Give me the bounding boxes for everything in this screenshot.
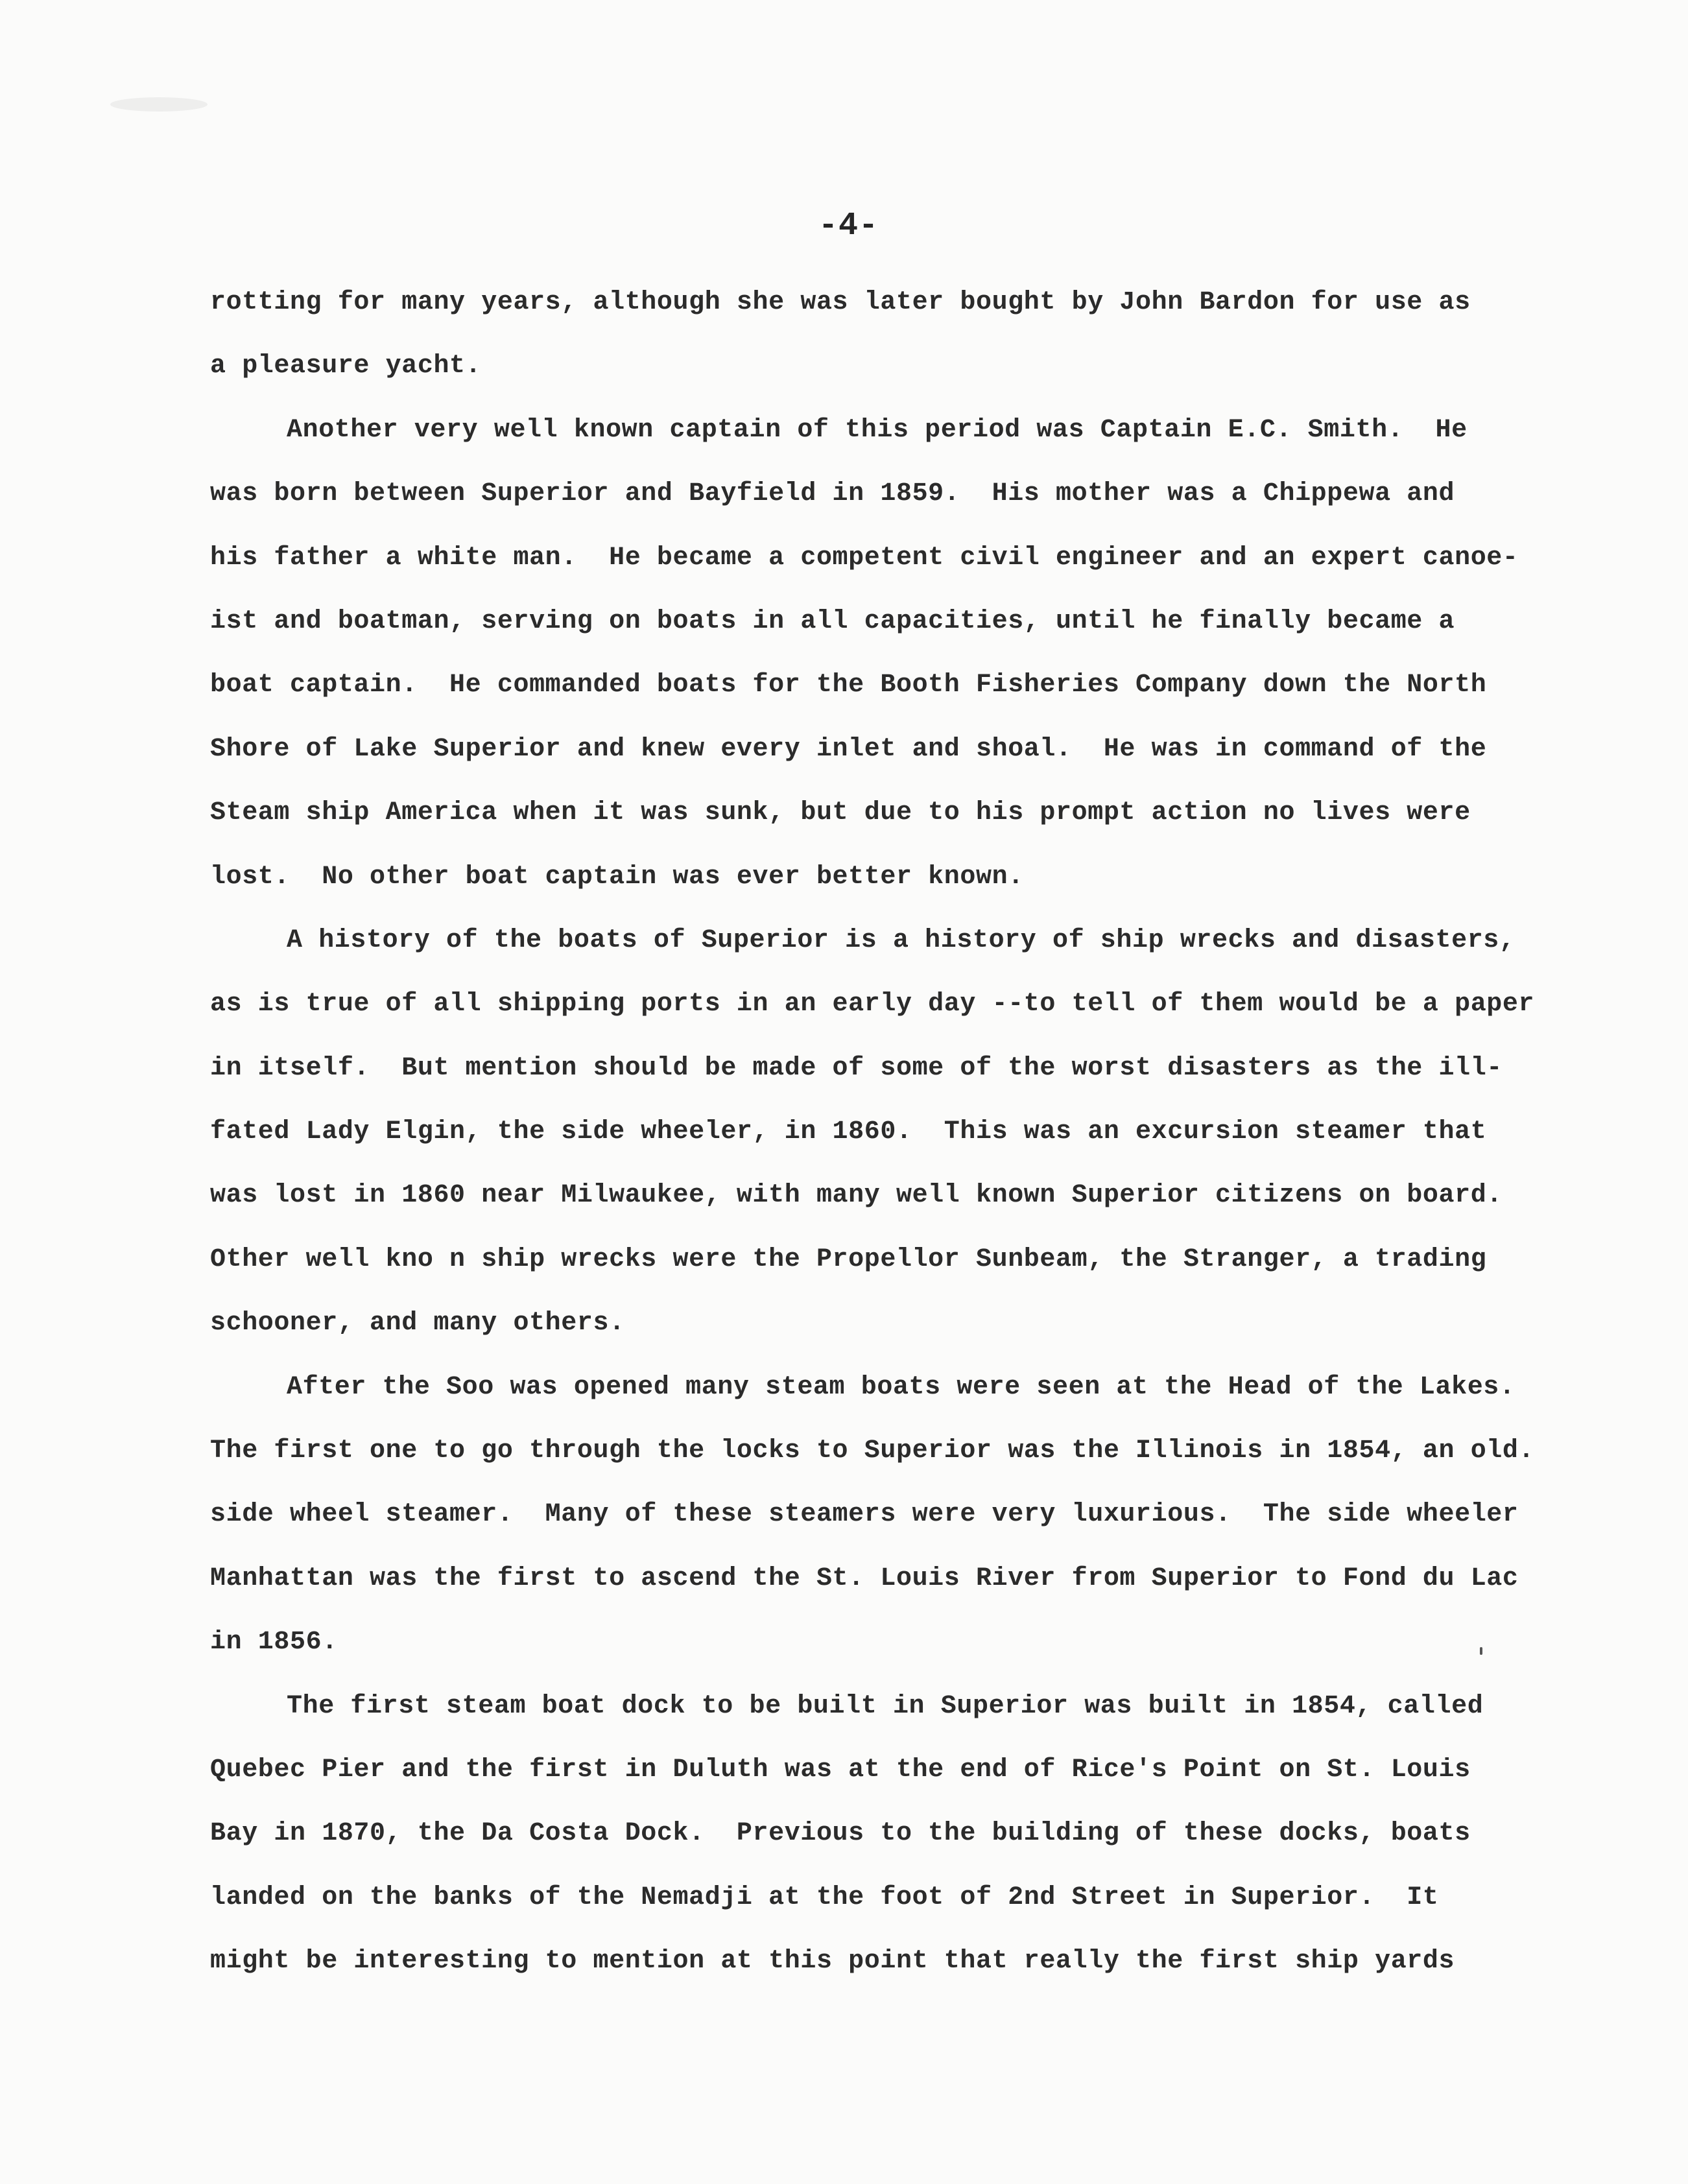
- text-line: landed on the banks of the Nemadji at the foot of 2nd Street in Superior. It: [210, 1882, 1439, 1912]
- text-line: side wheel steamer. Many of these steamers were very luxurious. The side wheeler: [210, 1500, 1519, 1530]
- paper-smudge: [110, 97, 208, 112]
- text-line: Quebec Pier and the first in Duluth was at the end of Rice's Point on St. Louis: [210, 1755, 1471, 1785]
- text-line: fated Lady Elgin, the side wheeler, in 1860. This was an excursion steamer that: [210, 1117, 1487, 1147]
- page-number: -4-: [818, 208, 879, 244]
- text-line: schooner, and many others.: [210, 1309, 625, 1338]
- text-line: Steam ship America when it was sunk, but due to his prompt action no lives were: [210, 798, 1471, 828]
- text-line: as is true of all shipping ports in an early day --to tell of them would be a paper: [210, 990, 1535, 1019]
- text-line: ist and boatman, serving on boats in all capacities, until he finally became a: [210, 606, 1455, 636]
- text-line: After the Soo was opened many steam boats were seen at the Head of the Lakes.: [287, 1372, 1516, 1402]
- text-line: in 1856.: [210, 1628, 338, 1657]
- text-line: Manhattan was the first to ascend the St. Louis River from Superior to Fond du Lac: [210, 1563, 1519, 1593]
- text-line: Bay in 1870, the Da Costa Dock. Previous to the building of these docks, boats: [210, 1819, 1471, 1849]
- text-line: The first steam boat dock to be built in Superior was built in 1854, called: [287, 1691, 1484, 1721]
- text-line: in itself. But mention should be made of some of the worst disasters as the ill-: [210, 1053, 1503, 1083]
- text-line: lost. No other boat captain was ever better known.: [210, 862, 1024, 892]
- text-line: Another very well known captain of this period was Captain E.C. Smith. He: [287, 415, 1468, 445]
- text-line: was born between Superior and Bayfield in 1859. His mother was a Chippewa and: [210, 479, 1455, 509]
- text-line: boat captain. He commanded boats for the Booth Fisheries Company down the North: [210, 671, 1487, 700]
- text-line: A history of the boats of Superior is a history of ship wrecks and disasters,: [287, 925, 1516, 955]
- text-line: rotting for many years, although she was later bought by John Bardon for use as: [210, 288, 1471, 317]
- text-line: was lost in 1860 near Milwaukee, with many well known Superior citizens on board.: [210, 1181, 1503, 1211]
- text-line: The first one to go through the locks to Superior was the Illinois in 1854, an old.: [210, 1436, 1535, 1466]
- text-line: Shore of Lake Superior and knew every inlet and shoal. He was in command of the: [210, 734, 1487, 764]
- body-text: [210, 271, 1559, 1994]
- text-line: his father a white man. He became a competent civil engineer and an expert canoe-: [210, 543, 1519, 573]
- text-line: Other well kno n ship wrecks were the Propellor Sunbeam, the Stranger, a trading: [210, 1244, 1487, 1274]
- text-line: might be interesting to mention at this point that really the first ship yards: [210, 1947, 1455, 1976]
- text-line: a pleasure yacht.: [210, 351, 482, 381]
